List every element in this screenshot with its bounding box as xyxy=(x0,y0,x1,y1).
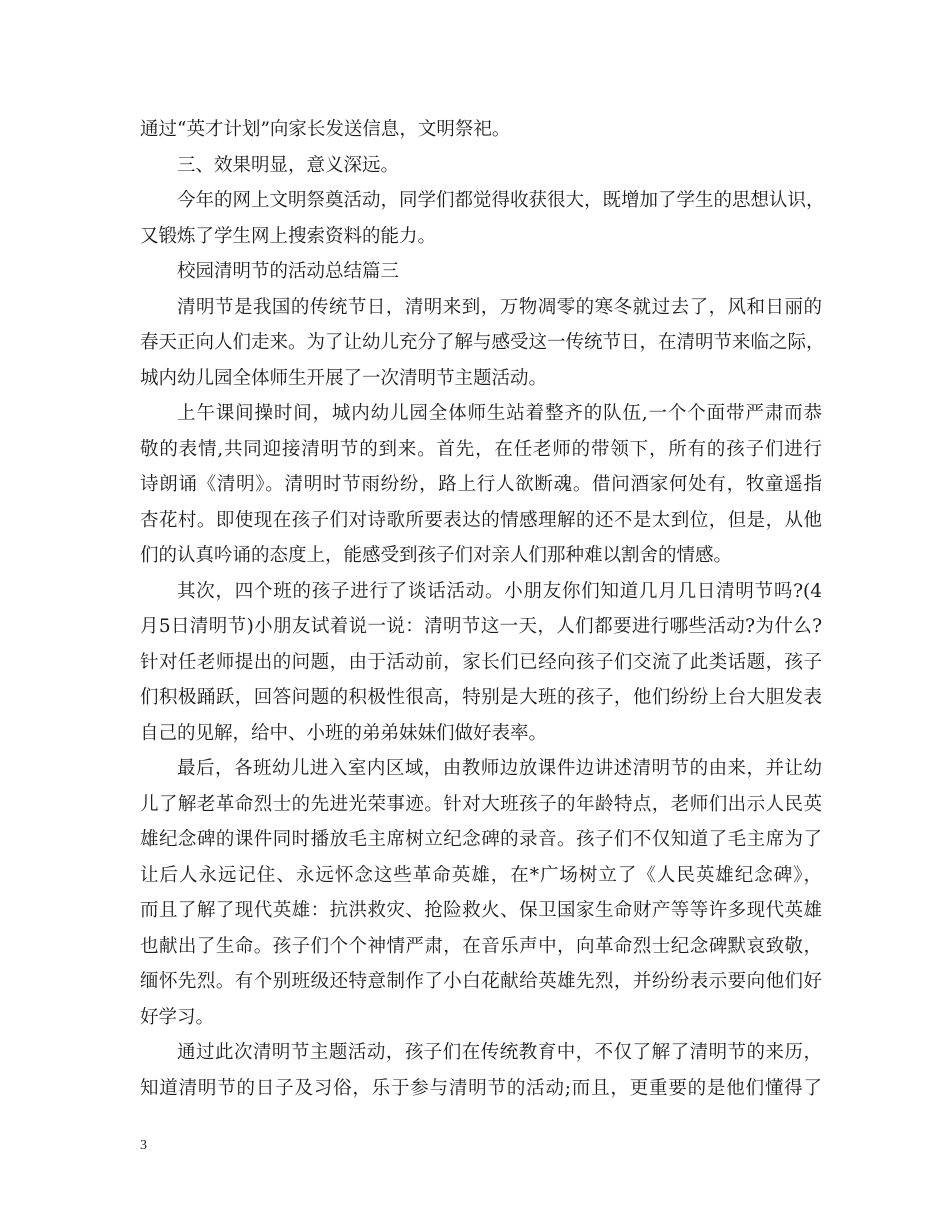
text-line: 针对任老师提出的问题，由于活动前，家长们已经向孩子们交流了此类话题，孩子 xyxy=(140,651,822,673)
text-line: 春天正向人们走来。为了让幼儿充分了解与感受这一传统节日，在清明节来临之际， xyxy=(140,332,825,353)
text-line: 校园清明节的活动总结篇三 xyxy=(177,261,400,282)
text-line: 自己的见解，给中、小班的弟弟妹妹们做好表率。 xyxy=(140,722,548,744)
text-line: 们积极踊跃，回答问题的积极性很高，特别是大班的孩子，他们纷纷上台大胆发表 xyxy=(140,687,822,708)
text-line: 城内幼儿园全体师生开展了一次清明节主题活动。 xyxy=(140,367,548,389)
text-line: 也献出了生命。孩子们个个神情严肃，在音乐声中，向革命烈士纪念碑默哀致敬， xyxy=(140,935,822,957)
text-line: 又锻炼了学生网上搜索资料的能力。 xyxy=(140,225,437,247)
text-line: 诗朗诵《清明》。清明时节雨纷纷，路上行人欲断魂。借问酒家何处有，牧童遥指 xyxy=(140,474,822,495)
text-line: 其次，四个班的孩子进行了谈话活动。小朋友你们知道几月几日清明节吗?(4 xyxy=(177,580,822,602)
text-line: 通过此次清明节主题活动，孩子们在传统教育中，不仅了解了清明节的来历， xyxy=(177,1042,822,1063)
text-line: 让后人永远记住、永远怀念这些革命英雄，在*广场树立了《人民英雄纪念碑》， xyxy=(140,864,822,886)
text-line: 通过“英才计划”向家长发送信息，文明祭祀。 xyxy=(140,119,511,140)
text-line: 儿了解老革命烈士的先进光荣事迹。针对大班孩子的年龄特点，老师们出示人民英 xyxy=(140,793,822,815)
text-line: 月5日清明节)小朋友试着说一说：清明节这一天，人们都要进行哪些活动?为什么? xyxy=(140,616,822,637)
text-line: 今年的网上文明祭奠活动，同学们都觉得收获很大，既增加了学生的思想认识， xyxy=(177,190,825,211)
text-line: 缅怀先烈。有个别班级还特意制作了小白花献给英雄先烈，并纷纷表示要向他们好 xyxy=(140,971,822,992)
document-body xyxy=(140,112,825,1106)
text-line: 清明节是我国的传统节日，清明来到，万物凋零的寒冬就过去了，风和日丽的 xyxy=(177,296,822,318)
text-line: 雄纪念碑的课件同时播放毛主席树立纪念碑的录音。孩子们不仅知道了毛主席为了 xyxy=(140,829,822,850)
text-line: 最后，各班幼儿进入室内区域，由教师边放课件边讲述清明节的由来，并让幼 xyxy=(177,758,822,779)
text-line: 而且了解了现代英雄：抗洪救灾、抢险救火、保卫国家生命财产等等许多现代英雄 xyxy=(140,900,822,921)
text-line: 三、效果明显，意义深远。 xyxy=(177,154,400,176)
text-line: 知道清明节的日子及习俗，乐于参与清明节的活动;而且，更重要的是他们懂得了 xyxy=(140,1077,822,1099)
text-line: 上午课间操时间，城内幼儿园全体师生站着整齐的队伍,一个个面带严肃而恭 xyxy=(177,403,822,424)
page-number: 3 xyxy=(140,1138,147,1153)
text-line: 们的认真吟诵的态度上，能感受到孩子们对亲人们那种难以割舍的情感。 xyxy=(140,545,733,566)
text-line: 杏花村。即使现在孩子们对诗歌所要表达的情感理解的还不是太到位，但是，从他 xyxy=(140,509,822,531)
text-line: 好学习。 xyxy=(140,1006,215,1028)
text-line: 敬的表情,共同迎接清明节的到来。首先，在任老师的带领下，所有的孩子们进行 xyxy=(140,438,822,460)
